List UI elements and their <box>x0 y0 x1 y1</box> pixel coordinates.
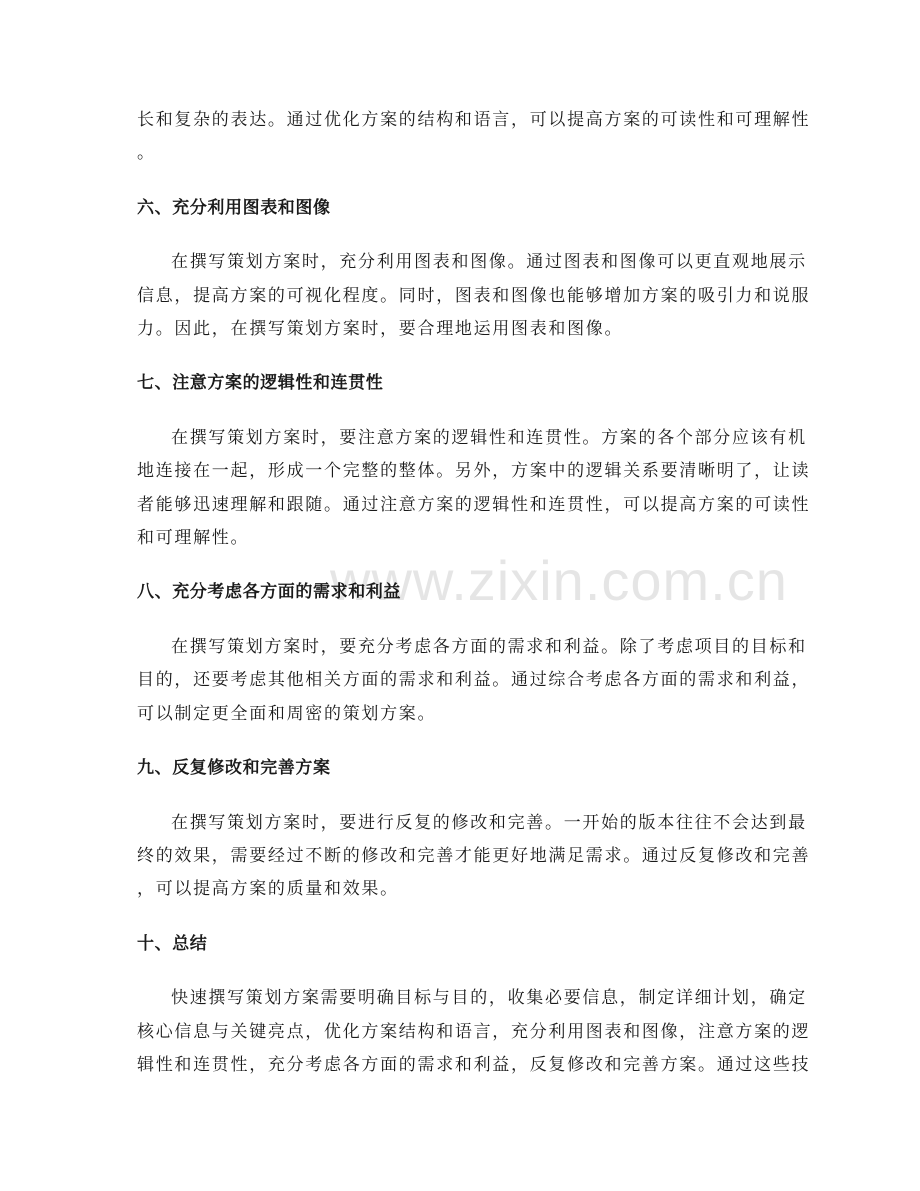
paragraph <box>137 807 811 907</box>
watermark: www.zixin.com.cn <box>330 549 788 612</box>
paragraph-line: 。 <box>137 143 156 164</box>
paragraph-line: 辑性和连贯性，充分考虑各方面的需求和利益，反复修改和完善方案。通过这些技 <box>137 1054 811 1075</box>
section-heading: 十、总结 <box>137 933 208 954</box>
section-heading: 九、反复修改和完善方案 <box>137 758 331 779</box>
paragraph-line: 在撰写策划方案时，要注意方案的逻辑性和连贯性。方案的各个部分应该有机 <box>171 427 807 448</box>
paragraph <box>137 104 811 171</box>
paragraph <box>137 422 811 556</box>
paragraph-line: 和可理解性。 <box>137 528 250 549</box>
paragraph-line: 在撰写策划方案时，充分利用图表和图像。通过图表和图像可以更直观地展示 <box>171 252 807 273</box>
paragraph-line: 在撰写策划方案时，要充分考虑各方面的需求和利益。除了考虑项目的目标和 <box>171 636 807 657</box>
section-heading: 七、注意方案的逻辑性和连贯性 <box>137 373 384 394</box>
paragraph-line: 终的效果，需要经过不断的修改和完善才能更好地满足需求。通过反复修改和完善 <box>137 845 811 866</box>
paragraph-line: 长和复杂的表达。通过优化方案的结构和语言，可以提高方案的可读性和可理解性 <box>137 110 811 130</box>
paragraph-line: 核心信息与关键亮点，优化方案结构和语言，充分利用图表和图像，注意方案的逻 <box>137 1021 811 1042</box>
paragraph-line: 者能够迅速理解和跟随。通过注意方案的逻辑性和连贯性，可以提高方案的可读性 <box>137 494 811 515</box>
paragraph <box>137 982 811 1082</box>
paragraph-line: 信息，提高方案的可视化程度。同时，图表和图像也能够增加方案的吸引力和说服 <box>137 285 811 306</box>
paragraph <box>137 246 811 346</box>
paragraph-line: 力。因此，在撰写策划方案时，要合理地运用图表和图像。 <box>137 319 624 340</box>
paragraph-line: 可以制定更全面和周密的策划方案。 <box>137 703 437 724</box>
paragraph-line: ，可以提高方案的质量和效果。 <box>137 879 399 900</box>
section-heading: 八、充分考虑各方面的需求和利益 <box>137 582 401 603</box>
paragraph <box>137 631 811 731</box>
paragraph-line: 在撰写策划方案时，要进行反复的修改和完善。一开始的版本往往不会达到最 <box>171 812 807 833</box>
section-heading: 六、充分利用图表和图像 <box>137 197 331 218</box>
paragraph-line: 地连接在一起，形成一个完整的整体。另外，方案中的逻辑关系要清晰明了，让读 <box>137 461 811 482</box>
paragraph-line: 目的，还要考虑其他相关方面的需求和利益。通过综合考虑各方面的需求和利益， <box>137 670 811 691</box>
paragraph-line: 快速撰写策划方案需要明确目标与目的，收集必要信息，制定详细计划，确定 <box>171 988 807 1009</box>
